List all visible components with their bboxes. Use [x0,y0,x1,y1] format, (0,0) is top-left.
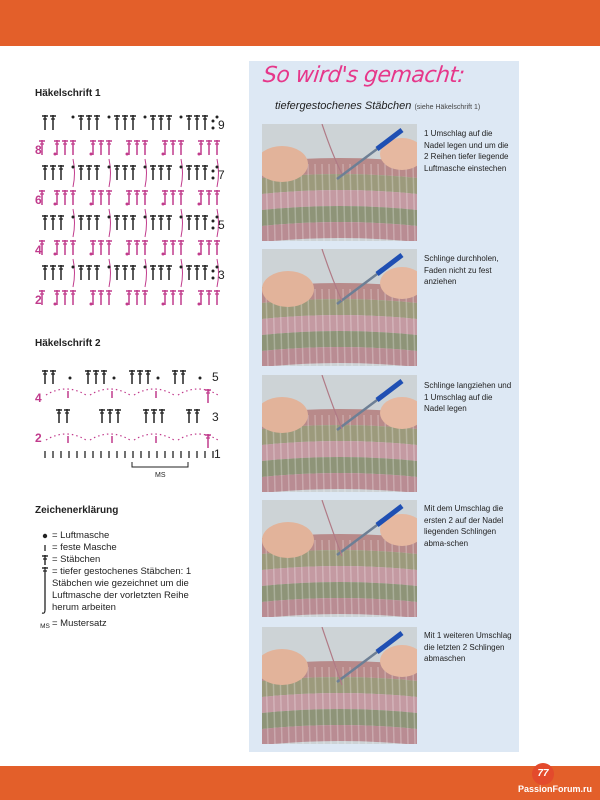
long-stitch [109,159,111,187]
stitch-symbol [142,140,148,155]
stitch-symbol [93,370,99,384]
stitch-symbol [62,240,68,255]
stitch-symbol [158,165,164,180]
chain-dot [126,153,129,156]
chain-dot [72,166,75,169]
stitch-symbol [194,165,200,180]
chain-dot [199,377,202,380]
stitch-symbol [205,389,211,403]
stitch-symbol [106,140,112,155]
stitch-symbol [64,409,70,423]
chain-arc [46,434,86,440]
panel-subtitle [275,100,480,112]
dagger-icon [38,554,52,566]
chain-arc [134,434,174,440]
stitch-symbol [106,290,112,305]
stitch-symbol [58,165,64,180]
stitch-symbol [206,140,212,155]
stitch-symbol [202,265,208,280]
stitch-symbol [214,240,220,255]
stitch-symbol [150,215,156,230]
stitch-symbol [178,240,184,255]
stitch-symbol [106,240,112,255]
stitch-symbol [170,240,176,255]
row-number: 9 [218,118,225,132]
stitch-symbol [58,265,64,280]
stitch-symbol [86,215,92,230]
chain-dot [72,116,75,119]
stitch-symbol [202,165,208,180]
row-number: 3 [212,410,219,424]
stitch-symbol [42,215,48,230]
chain-dot [90,153,93,156]
stitch-symbol [194,115,200,130]
long-stitch [109,209,111,237]
row-number: 2 [35,431,42,445]
chain-dot [212,127,215,130]
stitch-symbol [62,140,68,155]
row-number: 3 [218,268,225,282]
stitch-symbol [70,240,76,255]
stitch-symbol [134,190,140,205]
step-text-5: Mit 1 weiteren Umschlag die letzten 2 Schlingen abmaschen [424,631,512,663]
chain-dot [90,303,93,306]
stitch-symbol [170,190,176,205]
chain-dot [212,120,215,123]
stitch-symbol [134,290,140,305]
chain-arc [178,389,218,395]
long-stitch [73,259,75,287]
chain-dot [198,253,201,256]
crochet-chart-1 [30,110,245,315]
chain-dot [162,303,165,306]
page-number: 77 [532,763,554,785]
stitch-symbol [98,290,104,305]
crochet-chart-2 [30,365,245,480]
chain-dot [126,303,129,306]
legend-item [38,530,228,542]
stitch-symbol [85,370,91,384]
stitch-symbol [98,190,104,205]
legend-text: = feste Masche [52,542,117,553]
stitch-symbol [214,290,220,305]
chain-dot [144,116,147,119]
legend-text: = tiefer gestochenes Stäbchen: 1 Stäbchen wie gezeichnet um die Luftmasche der vorletzten Reihe herum arbeiten [52,566,192,613]
chain-dot [108,216,111,219]
legend-text: = Mustersatz [52,618,107,629]
stitch-symbol [166,265,172,280]
chain-dot [108,166,111,169]
chain-dot [180,116,183,119]
long-stitch [145,209,147,237]
stitch-symbol [130,115,136,130]
site-name: PassionForum.ru [517,784,592,794]
stitch-symbol [166,165,172,180]
stitch-symbol [98,140,104,155]
stitch-symbol [205,434,211,448]
panel-subtitle-ref: (siehe Häkelschrift 1) [414,104,481,111]
long-stitch [73,209,75,237]
row-number: 6 [35,193,42,207]
stitch-symbol [178,290,184,305]
stitch-symbol [194,215,200,230]
step-text-1: 1 Umschlag auf die Nadel legen und um die 2 Reihen tiefer liegende Luftmasche einstechen [424,129,509,173]
step-photo [262,249,417,366]
stitch-symbol [42,265,48,280]
chain-dot [72,266,75,269]
stitch-symbol [107,409,113,423]
stitch-symbol [142,290,148,305]
stitch-symbol [150,165,156,180]
chain-dot [180,166,183,169]
chain-dot [144,166,147,169]
chain-dot [54,303,57,306]
repeat-bracket [132,462,188,467]
long-stitch [181,209,183,237]
stitch-symbol [130,165,136,180]
chain-dot [180,216,183,219]
long-stitch [181,159,183,187]
stitch-symbol [94,115,100,130]
stitch-symbol [151,409,157,423]
stitch-symbol [114,165,120,180]
stitch-symbol [202,115,208,130]
long-stitch [109,259,111,287]
chain-dot [198,303,201,306]
chain-dot [54,203,57,206]
stitch-symbol [62,290,68,305]
row-number: 1 [214,447,221,461]
chart1-title: Häkelschrift 1 [35,88,101,99]
chain-dot [212,277,215,280]
stitch-symbol [101,370,107,384]
stitch-symbol [50,115,56,130]
legend-item [38,554,228,566]
stitch-symbol [166,115,172,130]
chain-dot [212,227,215,230]
stitch-symbol [78,215,84,230]
stitch-symbol [143,409,149,423]
legend-text: = Luftmasche [52,530,110,541]
stitch-symbol [158,115,164,130]
chain-arc [90,389,130,395]
stitch-symbol [150,115,156,130]
stitch-symbol [129,370,135,384]
chain-dot [212,270,215,273]
step-text-4: Mit dem Umschlag die ersten 2 auf der Nadel liegenden Schlingen abma-schen [424,504,504,548]
chain-dot [212,170,215,173]
stitch-symbol [142,190,148,205]
chain-arc [46,389,86,395]
chain-arc [178,434,218,440]
stitch-symbol [134,240,140,255]
legend-item [38,618,228,633]
stitch-symbol [186,409,192,423]
stitch-symbol [170,140,176,155]
stitch-symbol [130,265,136,280]
chain-dot [69,377,72,380]
chain-dot [144,266,147,269]
stitch-symbol [159,409,165,423]
chain-dot [198,203,201,206]
row-number: 8 [35,143,42,157]
hooked-dagger-icon [38,566,52,616]
chain-dot [162,153,165,156]
row-number: 4 [35,391,42,405]
stitch-symbol [186,115,192,130]
stitch-symbol [142,240,148,255]
stitch-symbol [158,265,164,280]
stitch-symbol [122,165,128,180]
stitch-symbol [42,370,48,384]
chain-dot [54,153,57,156]
step-text-2: Schlinge durchholen, Faden nicht zu fest anziehen [424,254,499,286]
long-stitch [181,259,183,287]
stitch-symbol [122,215,128,230]
legend-title: Zeichenerklärung [35,505,119,516]
stitch-symbol [78,165,84,180]
stitch-symbol [122,265,128,280]
stitch-symbol [70,140,76,155]
panel-title: So wird's gemacht: [261,63,466,88]
stitch-symbol [86,165,92,180]
stitch-symbol [194,265,200,280]
stitch-symbol [114,115,120,130]
stitch-symbol [178,190,184,205]
stitch-symbol [114,215,120,230]
stitch-symbol [202,215,208,230]
chain-dot [90,203,93,206]
chain-dot [126,203,129,206]
stitch-symbol [58,215,64,230]
stitch-symbol [130,215,136,230]
dot-icon [38,530,52,542]
stitch-symbol [166,215,172,230]
row-number: 4 [35,243,42,257]
step-photo [262,500,417,617]
stitch-symbol [94,215,100,230]
stitch-symbol [186,265,192,280]
stitch-symbol [137,370,143,384]
chain-dot [113,377,116,380]
chain-dot [144,216,147,219]
legend-item [38,542,228,554]
top-bar [0,0,600,46]
stitch-symbol [206,290,212,305]
ms-icon: MS [40,623,50,630]
chain-dot [72,216,75,219]
stitch-symbol [106,190,112,205]
chain-dot [54,253,57,256]
step-text-3: Schlinge langziehen und 1 Umschlag auf die Nadel legen [424,381,512,413]
stitch-symbol [122,115,128,130]
bar-icon [38,542,52,554]
chain-dot [198,153,201,156]
chain-dot [157,377,160,380]
stitch-symbol [78,265,84,280]
stitch-symbol [70,190,76,205]
repeat-label: MS [155,472,166,479]
stitch-symbol [145,370,151,384]
stitch-symbol [70,290,76,305]
chain-dot [212,177,215,180]
legend-item [38,566,228,616]
stitch-symbol [194,409,200,423]
stitch-symbol [94,165,100,180]
chain-dot [162,253,165,256]
stitch-symbol [50,165,56,180]
row-number: 5 [218,218,225,232]
stitch-symbol [150,265,156,280]
chart2-title: Häkelschrift 2 [35,338,101,349]
stitch-symbol [178,140,184,155]
legend [38,530,228,633]
long-stitch [145,159,147,187]
row-number: 2 [35,293,42,307]
stitch-symbol [170,290,176,305]
stitch-symbol [214,190,220,205]
stitch-symbol [94,265,100,280]
chain-arc [90,434,130,440]
chain-dot [90,253,93,256]
stitch-symbol [42,115,48,130]
stitch-symbol [172,370,178,384]
stitch-symbol [98,240,104,255]
stitch-symbol [62,190,68,205]
stitch-symbol [206,240,212,255]
long-stitch [73,159,75,187]
stitch-symbol [56,409,62,423]
stitch-symbol [114,265,120,280]
chain-dot [108,266,111,269]
stitch-symbol [50,265,56,280]
chain-dot [162,203,165,206]
step-photo [262,124,417,241]
stitch-symbol [78,115,84,130]
stitch-symbol [50,215,56,230]
stitch-symbol [86,265,92,280]
stitch-symbol [99,409,105,423]
stitch-symbol [158,215,164,230]
stitch-symbol [214,140,220,155]
stitch-symbol [180,370,186,384]
chain-dot [212,220,215,223]
stitch-symbol [134,140,140,155]
stitch-symbol [115,409,121,423]
chain-arc [134,389,174,395]
chain-dot [180,266,183,269]
bottom-bar [0,766,600,800]
long-stitch [145,259,147,287]
step-photo [262,375,417,492]
chain-dot [126,253,129,256]
stitch-symbol [86,115,92,130]
stitch-symbol [206,190,212,205]
stitch-symbol [186,165,192,180]
row-number: 7 [218,168,225,182]
stitch-symbol [50,370,56,384]
stitch-symbol [186,215,192,230]
row-number: 5 [212,370,219,384]
panel-subtitle-text: tiefergestochenes Stäbchen [275,100,412,112]
legend-text: = Stäbchen [52,554,101,565]
step-photo [262,627,417,744]
stitch-symbol [42,165,48,180]
chain-dot [108,116,111,119]
